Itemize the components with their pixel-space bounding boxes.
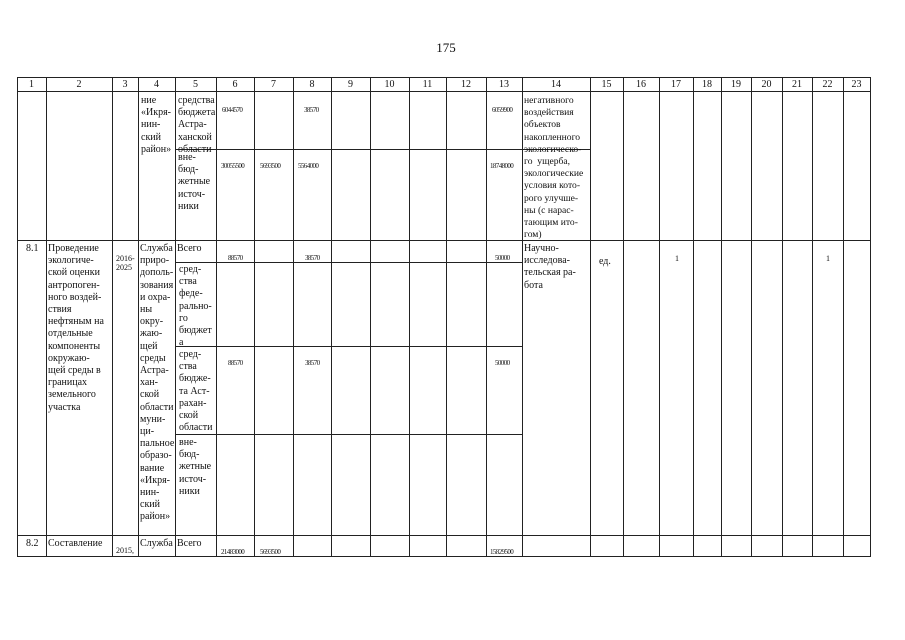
col-header-2: 2 bbox=[76, 79, 82, 90]
col-header-11: 11 bbox=[422, 79, 433, 90]
col-header-23: 23 bbox=[851, 79, 862, 90]
block1-offbudget-col13: 18748000 bbox=[490, 162, 514, 170]
row-8-2-source: Всего bbox=[177, 538, 202, 549]
row-8-2-executor: Служба bbox=[140, 538, 173, 549]
col-line-9 bbox=[370, 77, 371, 557]
row-divider-8-2 bbox=[17, 535, 870, 536]
col-header-19: 19 bbox=[731, 79, 741, 90]
col-header-14: 14 bbox=[551, 79, 561, 90]
col-header-17: 17 bbox=[671, 79, 681, 90]
row-8-2-col6: 21483000 bbox=[221, 548, 245, 556]
col-line-12 bbox=[486, 77, 487, 557]
col-line-16 bbox=[659, 77, 660, 557]
col-line-10 bbox=[409, 77, 410, 557]
col-header-3: 3 bbox=[122, 79, 128, 90]
block1-split bbox=[175, 149, 522, 150]
col-line-21 bbox=[812, 77, 813, 557]
row-8-1-executor: Служба приро- дополь- зования и охра- ны окру- жаю- щей среды Астра- хан- ской области муни- ци- пальное образо- вание «Икря- нин- ский район» bbox=[140, 243, 175, 523]
col-header-15: 15 bbox=[601, 79, 612, 90]
col-line-0 bbox=[17, 77, 18, 557]
row-8-2-years: 2015, bbox=[116, 546, 134, 555]
row-8-1-unit: ед. bbox=[599, 256, 611, 267]
col-header-16: 16 bbox=[636, 79, 646, 90]
col-header-12: 12 bbox=[461, 79, 471, 90]
block1-indicator: негативного воздействия объектов накопленного экологическо- го ущерба, экологические условия кото- рого улучше- ны (с нарас- тающим ито- гом) bbox=[524, 95, 584, 241]
col-header-8: 8 bbox=[309, 79, 315, 90]
block1-executor-tail: ние «Икря- нин- ский район» bbox=[141, 95, 172, 155]
block1-regional-col6: 6044570 bbox=[222, 106, 243, 114]
col-line-4 bbox=[175, 77, 176, 557]
col-line-18 bbox=[721, 77, 722, 557]
col-line-15 bbox=[623, 77, 624, 557]
block1-source-regional: средства бюджета Астра- ханской области bbox=[178, 95, 216, 155]
col-line-11 bbox=[446, 77, 447, 557]
col-line-7 bbox=[293, 77, 294, 557]
row-8-2-col13: 15829500 bbox=[490, 548, 514, 556]
col-header-5: 5 bbox=[193, 79, 198, 90]
row-8-1-number: 8.1 bbox=[26, 243, 39, 254]
col-line-23 bbox=[870, 77, 871, 557]
block1-offbudget-col7: 5693500 bbox=[260, 162, 281, 170]
block1-offbudget-col6: 30055500 bbox=[221, 162, 245, 170]
col-header-18: 18 bbox=[702, 79, 712, 90]
row-8-2-number: 8.2 bbox=[26, 538, 39, 549]
row-8-1-indicator: Научно- исследова- тельская ра- бота bbox=[524, 243, 576, 291]
col-header-20: 20 bbox=[761, 79, 772, 90]
col-line-5 bbox=[216, 77, 217, 557]
row-8-1-source-offbudget: вне- бюд- жетные источ- ники bbox=[179, 437, 212, 497]
row-8-1-total-col13: 50000 bbox=[495, 254, 510, 262]
col-header-4: 4 bbox=[154, 79, 159, 90]
block1-regional-col8: 38570 bbox=[304, 106, 319, 114]
col-line-13 bbox=[522, 77, 523, 557]
row-8-1-source-total: Всего bbox=[177, 243, 202, 254]
col-line-8 bbox=[331, 77, 332, 557]
row-8-1-total-col6: 88570 bbox=[228, 254, 243, 262]
col-header-1: 1 bbox=[29, 79, 34, 90]
block1-source-offbudget: вне- бюд- жетные источ- ники bbox=[178, 152, 211, 212]
col-line-19 bbox=[751, 77, 752, 557]
row-8-1-total-col8: 38570 bbox=[305, 254, 320, 262]
col-header-7: 7 bbox=[271, 79, 276, 90]
row-8-2-name: Составление bbox=[48, 538, 103, 549]
col-line-3 bbox=[138, 77, 139, 557]
col-header-21: 21 bbox=[792, 79, 802, 90]
row-8-1-name: Проведение экологиче- ской оценки антропоген- ного воздей- ствия нефтяным на отдельные компоненты окружаю- щей среды в границах земельного участка bbox=[48, 243, 104, 413]
row-8-1-regional-col6: 88570 bbox=[228, 359, 243, 367]
col-line-14 bbox=[590, 77, 591, 557]
col-line-22 bbox=[843, 77, 844, 557]
col-line-20 bbox=[782, 77, 783, 557]
table-border-top bbox=[17, 77, 870, 78]
row-8-1-regional-col8: 38570 bbox=[305, 359, 320, 367]
block1-regional-col13: 6059900 bbox=[492, 106, 513, 114]
col-header-9: 9 bbox=[348, 79, 353, 90]
row-8-1-regional-col13: 50000 bbox=[495, 359, 510, 367]
col-line-6 bbox=[254, 77, 255, 557]
col-line-2 bbox=[112, 77, 113, 557]
r81-split-1 bbox=[175, 262, 522, 263]
col-header-6: 6 bbox=[232, 79, 238, 90]
row-divider-8-1 bbox=[17, 240, 870, 241]
row-8-1-col17-value: 1 bbox=[675, 254, 679, 263]
table-border-bottom bbox=[17, 556, 870, 557]
col-header-22: 22 bbox=[822, 79, 833, 90]
row-8-1-col22-value: 1 bbox=[826, 254, 830, 263]
header-divider bbox=[17, 91, 870, 92]
col-header-13: 13 bbox=[499, 79, 509, 90]
row-8-2-col7: 5693500 bbox=[260, 548, 281, 556]
row-8-1-years: 2016- 2025 bbox=[116, 254, 135, 272]
col-line-17 bbox=[693, 77, 694, 557]
page-number: 175 bbox=[436, 40, 456, 55]
row-8-1-source-federal: сред- ства феде- рально- го бюджет а bbox=[179, 264, 212, 349]
block1-offbudget-col8: 5564000 bbox=[298, 162, 319, 170]
r81-split-2 bbox=[175, 346, 522, 347]
r81-split-3 bbox=[175, 434, 522, 435]
col-header-10: 10 bbox=[384, 79, 395, 90]
col-line-1 bbox=[46, 77, 47, 557]
row-8-1-source-regional: сред- ства бюдже- та Аст- рахан- ской области bbox=[179, 349, 213, 434]
